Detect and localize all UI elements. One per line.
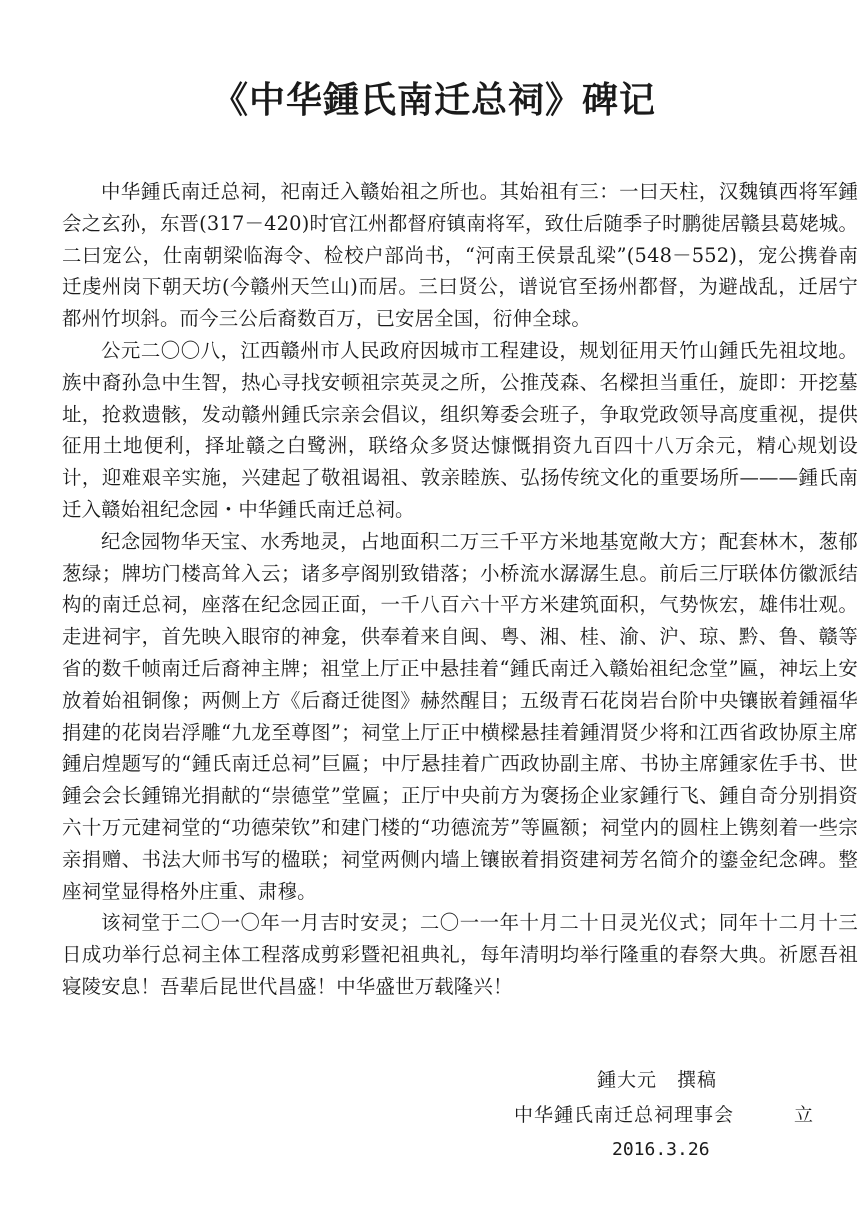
signature-author: 鍾大元 撰稿 — [597, 1069, 718, 1091]
signature-organization: 中华鍾氏南迁总祠理事会 立 — [514, 1104, 815, 1126]
document-title: 《中华鍾氏南迁总祠》碑记 — [211, 80, 656, 121]
paragraph-4: 该祠堂于二〇一〇年一月吉时安灵；二〇一一年十月二十日灵光仪式；同年十二月十三日成功举行总祠主体工程落成剪彩暨祀祖典礼，每年清明均举行隆重的春祭大典。祈愿吾祖寝陵安息！吾辈后昆世代昌盛！中华盛世万载隆兴！ — [62, 911, 858, 998]
paragraph-1: 中华鍾氏南迁总祠，祀南迁入赣始祖之所也。其始祖有三：一曰天柱，汉魏镇西将军鍾会之玄孙，东晋(317－420)时官江州都督府镇南将军，致仕后随季子时鹏徙居赣县葛姥城。二曰宠公，仕南朝梁临海令、检校户部尚书，“河南王侯景乱梁”(548－552)，宠公携眷南迁虔州岗下朝天坊(今赣州天竺山)而居。三曰贤公，谱说官至扬州都督，为避战乱，迁居宁都州竹坝斜。而今三公后裔数百万，已安居全国，衍伸全球。 — [62, 180, 859, 331]
signature-date: 2016.3.26 — [612, 1139, 710, 1160]
paragraph-3: 纪念园物华天宝、水秀地灵，占地面积二万三千平方米地基宽敞大方；配套林木，葱郁葱绿；牌坊门楼高耸入云；诸多亭阁别致错落；小桥流水潺潺生息。前后三厅联体仿徽派结构的南迁总祠，座落在纪念园正面，一千八百六十平方米建筑面积，气势恢宏，雄伟壮观。走进祠宇，首先映入眼帘的神龛，供奉着来自闽、粤、湘、桂、渝、沪、琼、黔、鲁、赣等省的数千帧南迁后裔神主牌；祖堂上厅正中悬挂着“鍾氏南迁入赣始祖纪念堂”匾，神坛上安放着始祖铜像；两侧上方《后裔迁徙图》赫然醒目；五级青石花岗岩台阶中央镶嵌着鍾福华捐建的花岗岩浮雕“九龙至尊图”；祠堂上厅正中横樑悬挂着鍾渭贤少将和江西省政协原主席鍾启煌题写的“鍾氏南迁总祠”巨匾；中厅悬挂着广西政协副主席、书协主席鍾家佐手书、世鍾会会长鍾锦光捐献的“崇德堂”堂匾；正厅中央前方为褒扬企业家鍾行飞、鍾自奇分别捐资六十万元建祠堂的“功德荣钦”和建门楼的“功德流芳”等匾额；祠堂内的圆柱上镌刻着一些宗亲捐赠、书法大师书写的楹联；祠堂两侧内墙上镶嵌着捐资建祠芳名简介的鎏金纪念碑。整座祠堂显得格外庄重、肃穆。 — [62, 529, 858, 903]
paragraph-2: 公元二〇〇八，江西赣州市人民政府因城市工程建设，规划征用天竹山鍾氏先祖坟地。族中裔孙急中生智，热心寻找安顿祖宗英灵之所，公推茂森、名樑担当重任，旋即：开挖墓址，抢救遗骸，发动赣州鍾氏宗亲会倡议，组织筹委会班子，争取党政领导高度重视，提供征用土地便利，择址赣之白鹭洲，联络众多贤达慷慨捐资九百四十八万余元，精心规划设计，迎难艰辛实施，兴建起了敬祖谒祖、敦亲睦族、弘扬传统文化的重要场所———鍾氏南迁入赣始祖纪念园・中华鍾氏南迁总祠。 — [62, 338, 858, 521]
inscription-body — [62, 176, 858, 1003]
